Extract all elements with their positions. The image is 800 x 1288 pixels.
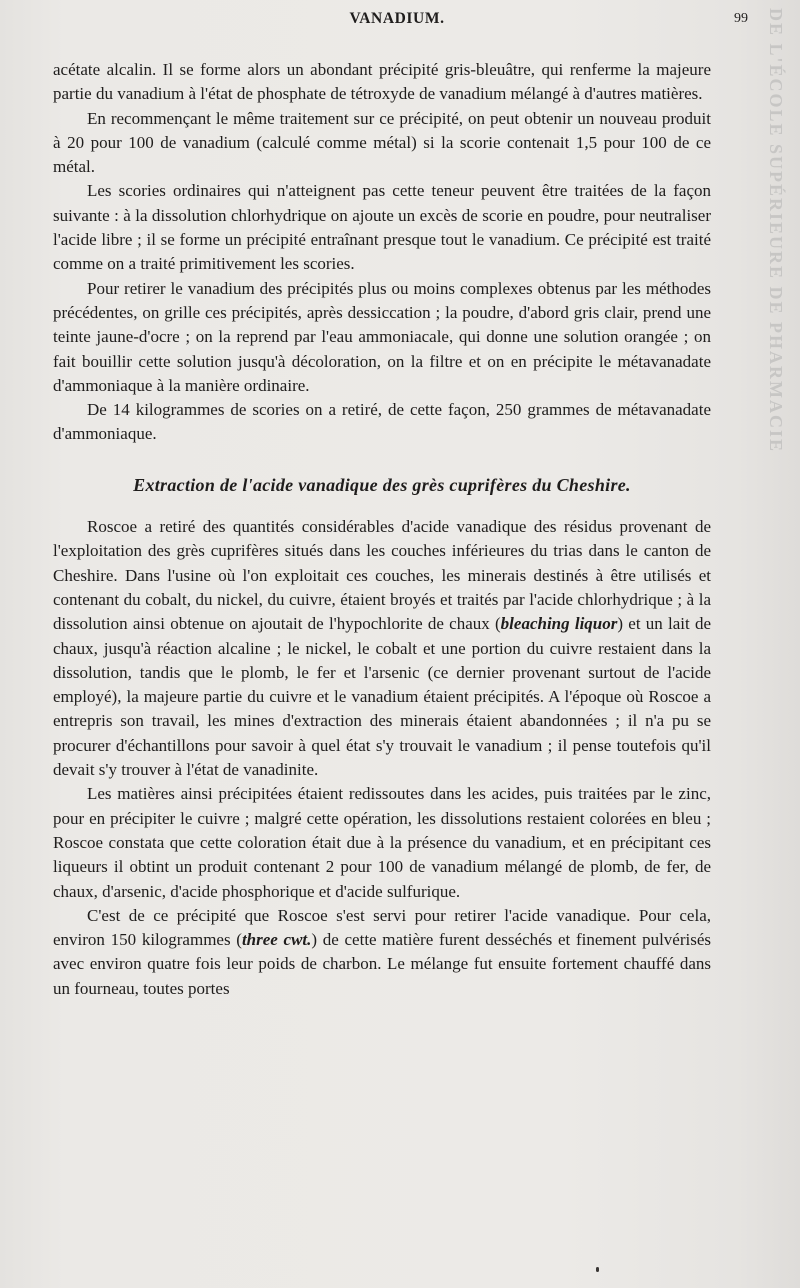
paragraph-6-part-1: Roscoe a retiré des quantités considérables d'acide vanadique des résidus provenant de l'exploitation des grès cuprifères situés dans les couches inférieures du trias dans le canton de Cheshire. Dans l'usine où l'on exploitait ces couches, les minerais destinés à être utilisés et contenant du cobalt, du nickel, du cuivre, étaient broyés et traités par l'acide chlorhydrique ; à la dissolution ainsi obtenue on ajoutait de l'hypochlorite de chaux ( [53, 517, 711, 634]
paragraph-8-part-2: ) de cette matière furent desséchés et finement pulvérisés avec environ quatre fois leur poids de charbon. Le mélange fut ensuite fortement chauffé dans un fourneau, toutes portes [53, 930, 711, 998]
page-header [52, 10, 748, 34]
body-text [53, 58, 711, 1001]
running-title: VANADIUM. [349, 10, 445, 27]
page-number: 99 [734, 11, 748, 26]
three-cwt-term: three cwt. [241, 930, 312, 950]
paragraph-3: Les scories ordinaires qui n'atteignent pas cette teneur peuvent être traitées de la façon suivante : à la dissolution chlorhydrique on ajoute un excès de scorie en poudre, pour neutraliser l'acide libre ; il se forme un précipité entraînant presque tout le vanadium. Ce précipité est traité comme on a traité primitivement les scories. [53, 181, 711, 274]
paragraph-1: acétate alcalin. Il se forme alors un abondant précipité gris-bleuâtre, qui renferme la majeure partie du vanadium à l'état de phosphate de tétroxyde de vanadium mélangé à d'autres matières. [53, 60, 711, 104]
library-stamp: DE L'ÉCOLE SUPÉRIEURE DE PHARMACIE [766, 8, 786, 454]
print-mark [596, 1267, 599, 1272]
paragraph-6-part-2: ) et un lait de chaux, jusqu'à réaction alcaline ; le nickel, le cobalt et une portion du cuivre restaient dans la dissolution, tandis que le plomb, le fer et l'arsenic (ce dernier provenant surtout de l'acide employé), la majeure partie du cuivre et le vanadium étaient précipités. A l'époque où Roscoe a entrepris son travail, les mines d'extraction des minerais étaient abandonnées ; il n'a pu se procurer d'échantillons pour savoir à quel état s'y trouvait le vanadium ; il pense toutefois qu'il devait s'y trouver à l'état de vanadinite. [53, 614, 711, 780]
bleaching-liquor-term: bleaching liquor [500, 614, 618, 634]
paragraph-8 [53, 904, 711, 1001]
paragraph-5: De 14 kilogrammes de scories on a retiré, de cette façon, 250 grammes de métavanadate d'ammoniaque. [53, 400, 711, 444]
paragraph-2: En recommençant le même traitement sur ce précipité, on peut obtenir un nouveau produit à 20 pour 100 de vanadium (calculé comme métal) si la scorie contenait 1,5 pour 100 de ce métal. [53, 108, 711, 177]
paragraph-8-part-1: C'est de ce précipité que Roscoe s'est servi pour retirer l'acide vanadique. Pour cela, environ 150 kilogrammes ( [53, 905, 711, 950]
paragraph-6 [53, 515, 711, 782]
paragraph-7: Les matières ainsi précipitées étaient redissoutes dans les acides, puis traitées par le zinc, pour en précipiter le cuivre ; malgré cette opération, les dissolutions restaient colorées en bleu ; Roscoe constata que cette coloration était due à la présence du vanadium, et en précipitant ces liqueurs il obtint un produit contenant 2 pour 100 de vanadium mélangé de plomb, de fer, de chaux, d'arsenic, d'acide phosphorique et d'acide sulfurique. [53, 784, 711, 901]
section-heading: Extraction de l'acide vanadique des grès cuprifères du Cheshire. [133, 474, 631, 495]
paragraph-4: Pour retirer le vanadium des précipités plus ou moins complexes obtenus par les méthodes précédentes, on grille ces précipités, après dessiccation ; la poudre, d'abord gris clair, prend une teinte jaune-d'ocre ; on la reprend par l'eau ammoniacale, qui donne une solution orangée ; on fait bouillir cette solution jusqu'à décoloration, on la filtre et on en précipite le métavanadate d'ammoniaque à la manière ordinaire. [53, 278, 711, 395]
